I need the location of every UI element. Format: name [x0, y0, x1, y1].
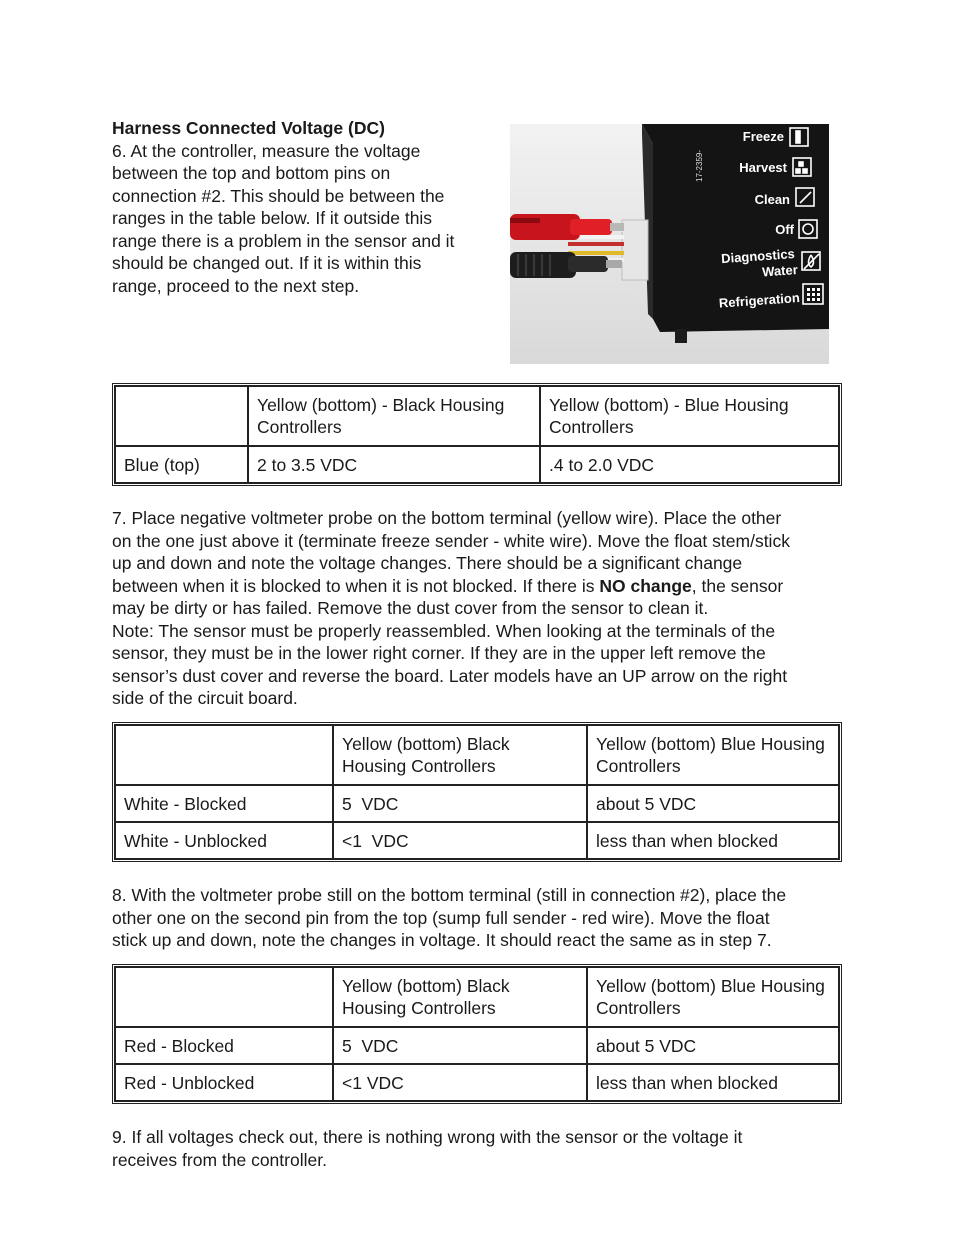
- table-cell: 5 VDC: [333, 785, 587, 822]
- voltage-table-red: [114, 966, 840, 1102]
- table-row: [115, 1027, 839, 1064]
- table-header-cell: Yellow (bottom) - Black Housing Controllers: [248, 386, 540, 446]
- table-row: [115, 446, 839, 483]
- step-7-line: [112, 575, 847, 598]
- table-header-row: [115, 967, 839, 1027]
- off-label: Off: [775, 222, 794, 237]
- step-7-line: may be dirty or has failed. Remove the dust cover from the sensor to clean it.: [112, 598, 709, 618]
- table-cell: White - Blocked: [115, 785, 333, 822]
- table-cell: about 5 VDC: [587, 785, 839, 822]
- table-cell: <1 VDC: [333, 822, 587, 859]
- table-cell: Red - Unblocked: [115, 1064, 333, 1101]
- table-cell: 5 VDC: [333, 1027, 587, 1064]
- table-cell: White - Unblocked: [115, 822, 333, 859]
- intro-line: range there is a problem in the sensor and it: [112, 230, 455, 251]
- intro-line: should be changed out. If it is within this: [112, 253, 422, 273]
- step-7-line: on the one just above it (terminate freeze sender - white wire). Move the float stem/stick: [112, 530, 790, 551]
- table-cell: Blue (top): [115, 446, 248, 483]
- intro-line: range, proceed to the next step.: [112, 275, 360, 296]
- table-header-cell: Yellow (bottom) Blue Housing Controllers: [587, 725, 839, 785]
- diagnostics-label: Diagnostics: [720, 246, 796, 267]
- step-8-line: 8. With the voltmeter probe still on the bottom terminal (still in connection #2), place the: [112, 885, 787, 905]
- step-7-line: up and down and note the voltage changes. There should be a significant change: [112, 553, 743, 573]
- step-7-note-line: sensor, they must be in the lower right corner. If they are in the upper left remove the: [112, 643, 766, 663]
- water-label: Water: [761, 262, 799, 280]
- voltage-table-white: [114, 724, 840, 860]
- intro-line: ranges in the table below. If it outside this: [112, 208, 433, 228]
- table-header-cell: [115, 967, 333, 1027]
- harvest-label: Harvest: [739, 160, 787, 175]
- step-7-text: , the sensor: [691, 575, 784, 596]
- part-number-text: 17-2359-: [695, 149, 704, 182]
- table-header-cell: [115, 725, 333, 785]
- step-9-line: receives from the controller.: [112, 1149, 327, 1170]
- table-header-cell: Yellow (bottom) Blue Housing Controllers: [587, 967, 839, 1027]
- step-7-note-line: sensor’s dust cover and reverse the board. Later models have an UP arrow on the right: [112, 665, 788, 686]
- table-header-cell: Yellow (bottom) Black Housing Controllers: [333, 725, 587, 785]
- table-cell: 2 to 3.5 VDC: [248, 446, 540, 483]
- step-9-line: 9. If all voltages check out, there is nothing wrong with the sensor or the voltage it: [112, 1127, 743, 1147]
- table-header-row: [115, 725, 839, 785]
- intro-line: 6. At the controller, measure the voltage: [112, 140, 421, 161]
- table-header-cell: Yellow (bottom) - Blue Housing Controllers: [540, 386, 839, 446]
- table-cell: <1 VDC: [333, 1064, 587, 1101]
- intro-line: between the top and bottom pins on: [112, 163, 391, 183]
- table-cell: Red - Blocked: [115, 1027, 333, 1064]
- step-7-line: 7. Place negative voltmeter probe on the bottom terminal (yellow wire). Place the other: [112, 508, 782, 528]
- section-heading: Harness Connected Voltage (DC): [112, 118, 385, 138]
- step-7-paragraph: [112, 507, 847, 710]
- intro-section: [112, 117, 492, 297]
- table-header-row: [115, 386, 839, 446]
- step-8-line: other one on the second pin from the top (sump full sender - red wire). Move the float: [112, 907, 770, 928]
- intro-line: connection #2. This should be between the: [112, 185, 445, 206]
- table-header-cell: [115, 386, 248, 446]
- table-row: [115, 785, 839, 822]
- step-7-text: between when it is blocked to when it is not blocked. If there is: [112, 575, 600, 596]
- table-cell: about 5 VDC: [587, 1027, 839, 1064]
- table-row: [115, 1064, 839, 1101]
- no-change-emphasis: NO change: [599, 575, 692, 596]
- freeze-label: Freeze: [742, 129, 784, 144]
- controller-photo-illustration: [510, 124, 829, 364]
- table-cell: less than when blocked: [587, 822, 839, 859]
- step-7-note-line: Note: The sensor must be properly reassembled. When looking at the terminals of the: [112, 620, 776, 641]
- clean-label: Clean: [754, 192, 790, 207]
- refrigeration-label: Refrigeration: [718, 290, 801, 311]
- controller-photo: [510, 124, 829, 364]
- connector-plug: [622, 220, 648, 280]
- step-8-paragraph: [112, 884, 842, 952]
- step-8-line: stick up and down, note the changes in voltage. It should react the same as in step 7.: [112, 930, 772, 950]
- black-probe: [510, 252, 576, 278]
- red-probe: [510, 214, 580, 240]
- step-9-paragraph: [112, 1126, 842, 1171]
- step-7-note-line: side of the circuit board.: [112, 688, 298, 708]
- voltage-table-blue-top: [114, 385, 840, 484]
- table-header-cell: Yellow (bottom) Black Housing Controllers: [333, 967, 587, 1027]
- table-cell: .4 to 2.0 VDC: [540, 446, 839, 483]
- table-row: [115, 822, 839, 859]
- table-cell: less than when blocked: [587, 1064, 839, 1101]
